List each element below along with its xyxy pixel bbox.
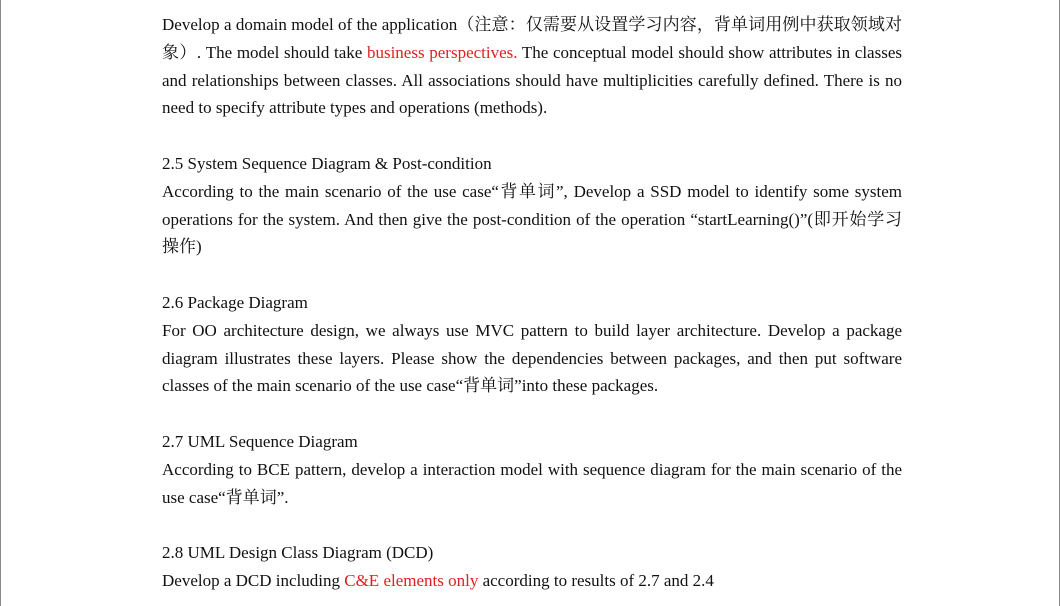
domain-model-text-2: The conceptual model should show attributes in classes and relationships between classes. All associations should have multiplicities carefully defined. There is no need to specify attribute types and operations (methods). <box>162 42 902 118</box>
section-2-6-heading: 2.6 Package Diagram <box>162 292 308 312</box>
domain-model-text-1: Develop a domain model of the application（注意：仅需要从设置学习内容，背单词用例中获取领域对象）. The model should take <box>162 15 902 62</box>
section-2-7-body: According to BCE pattern, develop a interaction model with sequence diagram for the main scenario of the use case“背单词”. <box>162 459 902 507</box>
business-perspectives-highlight: business perspectives. <box>366 42 518 62</box>
section-gap <box>162 261 902 289</box>
section-gap <box>162 122 902 150</box>
section-2-8-body <box>162 567 902 595</box>
ce-elements-highlight: C&E elements only <box>344 570 479 590</box>
section-2-8-text-2: according to results of 2.7 and 2.4 <box>478 570 714 590</box>
section-2-6-body: For OO architecture design, we always use MVC pattern to build layer architecture. Develop a package diagram illustrates these layers. Please show the dependencies between packages, and then put software classes of the main scenario of the use case“背单词”into these packages. <box>162 320 902 396</box>
section-gap <box>162 400 902 428</box>
section-2-8-text-1: Develop a DCD including <box>162 570 345 590</box>
section-gap <box>162 511 902 539</box>
section-2-8-heading: 2.8 UML Design Class Diagram (DCD) <box>162 543 434 563</box>
document-content <box>162 11 902 595</box>
section-2-5-heading: 2.5 System Sequence Diagram & Post-condition <box>162 153 492 173</box>
section-2-7-heading: 2.7 UML Sequence Diagram <box>162 431 358 451</box>
domain-model-paragraph <box>162 11 902 122</box>
section-2-5-body: According to the main scenario of the use case“背单词”, Develop a SSD model to identify some system operations for the system. And then give the post-condition of the operation “startLearning()”(即开始学习操作) <box>162 181 902 257</box>
